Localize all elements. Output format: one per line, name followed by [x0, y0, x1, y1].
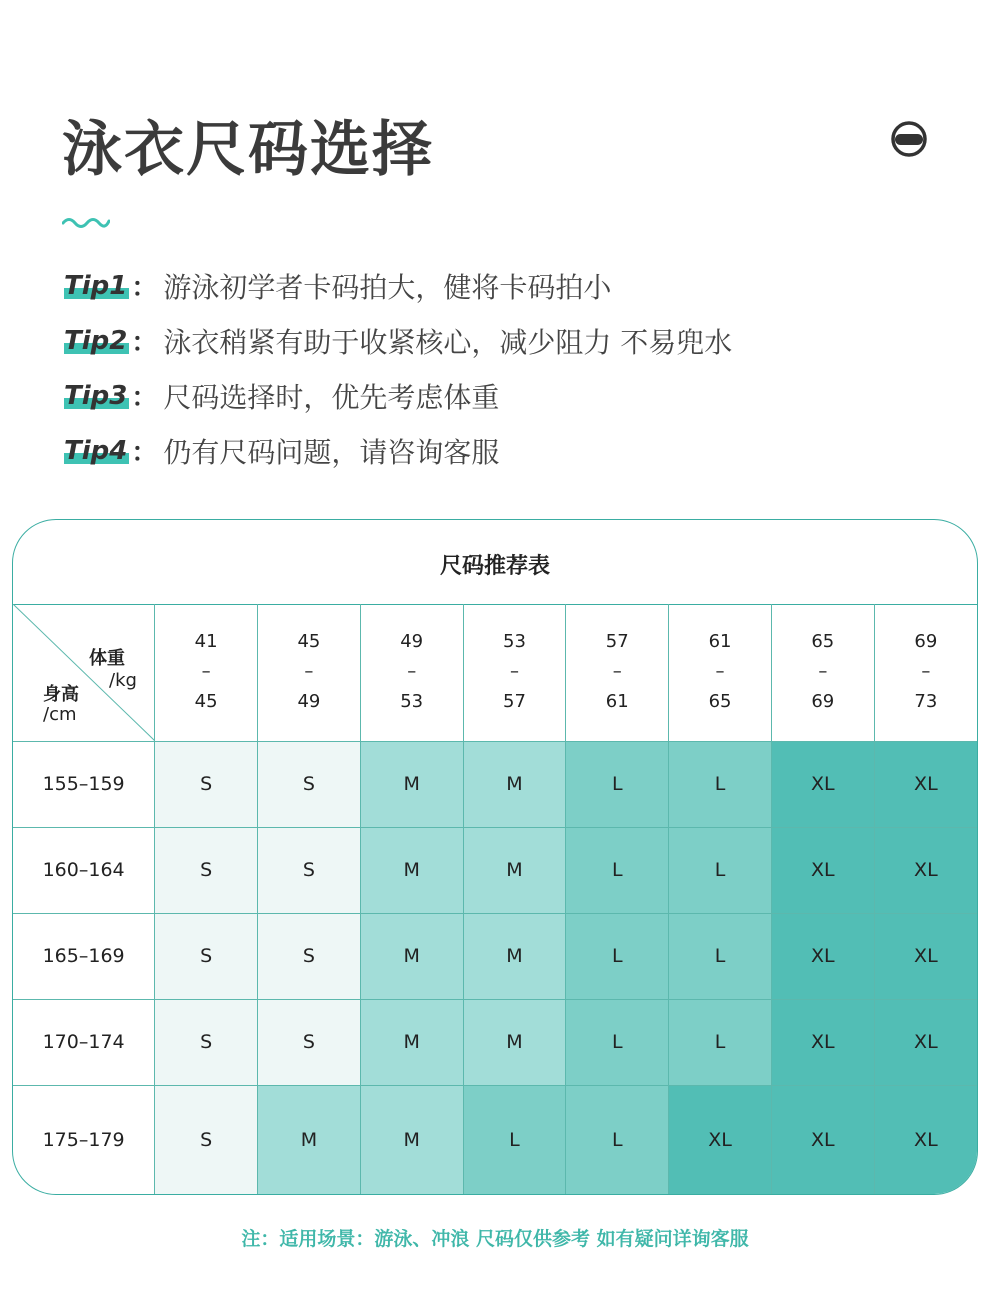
weight-from: 65 [811, 631, 835, 653]
table-row [13, 741, 977, 827]
size-cell: S [155, 741, 258, 827]
weight-range-header [463, 604, 566, 741]
weight-dash: – [509, 661, 519, 683]
weight-dash: – [818, 661, 828, 683]
tip-item [64, 423, 732, 478]
weight-from: 41 [194, 631, 218, 653]
weight-range-header [669, 604, 772, 741]
size-cell: L [566, 827, 669, 913]
size-chart-title: 尺码推荐表 [13, 520, 977, 605]
weight-to: 61 [605, 691, 629, 713]
size-cell: XL [669, 1085, 772, 1194]
weight-from: 57 [605, 631, 629, 653]
height-range-cell: 170–174 [13, 999, 155, 1085]
size-cell: S [155, 913, 258, 999]
tip-label-text: Tip2 [64, 325, 128, 356]
header-row [13, 604, 977, 741]
weight-from: 49 [400, 631, 424, 653]
corner-cell [13, 604, 155, 741]
size-cell: M [463, 741, 566, 827]
size-cell: L [566, 913, 669, 999]
table-row [13, 913, 977, 999]
size-cell: XL [771, 999, 874, 1085]
weight-range-header [155, 604, 258, 741]
tips-list [64, 258, 732, 478]
size-chart [12, 519, 978, 1195]
size-cell: S [155, 999, 258, 1085]
tip-label [64, 326, 127, 356]
size-cell: XL [771, 1085, 874, 1194]
weight-range-header [566, 604, 669, 741]
weight-dash: – [921, 661, 931, 683]
tip-label-text: Tip1 [64, 270, 128, 301]
page-title: 泳衣尺码选择 [62, 115, 434, 185]
wave-icon [62, 214, 110, 228]
size-cell: XL [874, 827, 977, 913]
tip-label [64, 271, 127, 301]
weight-from: 45 [297, 631, 321, 653]
size-cell: L [566, 741, 669, 827]
size-cell: XL [874, 913, 977, 999]
table-row [13, 827, 977, 913]
weight-range-header [874, 604, 977, 741]
size-cell: L [669, 913, 772, 999]
weight-range-header [360, 604, 463, 741]
weight-to: 73 [914, 691, 938, 713]
weight-to: 45 [194, 691, 218, 713]
weight-from: 61 [708, 631, 732, 653]
size-cell: L [566, 999, 669, 1085]
table-row [13, 1085, 977, 1194]
weight-to: 49 [297, 691, 321, 713]
weight-to: 65 [708, 691, 732, 713]
size-cell: S [258, 741, 361, 827]
size-cell: M [360, 1085, 463, 1194]
tip-label [64, 436, 127, 466]
size-cell: L [463, 1085, 566, 1194]
size-cell: XL [771, 741, 874, 827]
tip-text: 游泳初学者卡码拍大，健将卡码拍小 [163, 270, 612, 304]
weight-from: 69 [914, 631, 938, 653]
height-label: 身高 [43, 684, 79, 705]
table-row [13, 999, 977, 1085]
size-cell: M [463, 999, 566, 1085]
weight-to: 69 [811, 691, 835, 713]
size-cell: S [155, 827, 258, 913]
tip-label-text: Tip3 [64, 380, 128, 411]
size-cell: M [258, 1085, 361, 1194]
weight-to: 57 [503, 691, 526, 713]
size-cell: L [669, 827, 772, 913]
height-range-cell: 175–179 [13, 1085, 155, 1194]
tip-text: 仍有尺码问题，请咨询客服 [163, 435, 500, 469]
size-cell: M [360, 999, 463, 1085]
weight-dash: – [715, 661, 725, 683]
weight-dash: – [407, 661, 417, 683]
tip-text: 泳衣稍紧有助于收紧核心，减少阻力 不易兜水 [163, 325, 733, 359]
tip-label [64, 381, 127, 411]
tip-colon: ： [131, 273, 158, 303]
weight-dash: – [612, 661, 622, 683]
size-cell: S [258, 913, 361, 999]
size-cell: M [463, 827, 566, 913]
size-cell: M [463, 913, 566, 999]
size-cell: XL [771, 827, 874, 913]
tip-label-text: Tip4 [64, 435, 128, 466]
height-range-cell: 165–169 [13, 913, 155, 999]
tip-colon: ： [131, 438, 158, 468]
size-cell: XL [771, 913, 874, 999]
tip-colon: ： [131, 383, 158, 413]
goggles-icon [890, 120, 928, 158]
weight-label: 体重 [89, 648, 125, 669]
weight-range-header [771, 604, 874, 741]
size-cell: S [258, 999, 361, 1085]
size-cell: M [360, 913, 463, 999]
height-unit: /cm [43, 704, 77, 725]
weight-dash: – [201, 661, 211, 683]
size-cell: XL [874, 1085, 977, 1194]
weight-from: 53 [503, 631, 526, 653]
weight-range-header [258, 604, 361, 741]
size-cell: S [258, 827, 361, 913]
weight-to: 53 [400, 691, 424, 713]
tip-colon: ： [131, 328, 158, 358]
height-range-cell: 155–159 [13, 741, 155, 827]
height-range-cell: 160–164 [13, 827, 155, 913]
size-table [13, 604, 977, 1194]
tip-text: 尺码选择时，优先考虑体重 [163, 380, 500, 414]
usage-note: 注：适用场景：游泳、冲浪 尺码仅供参考 如有疑问详询客服 [241, 1228, 749, 1250]
weight-unit: /kg [109, 670, 137, 691]
tip-item [64, 313, 732, 368]
tip-item [64, 368, 732, 423]
size-cell: M [360, 827, 463, 913]
size-cell: L [566, 1085, 669, 1194]
size-cell: XL [874, 741, 977, 827]
size-cell: M [360, 741, 463, 827]
size-cell: S [155, 1085, 258, 1194]
weight-dash: – [304, 661, 314, 683]
tip-item [64, 258, 732, 313]
size-cell: L [669, 741, 772, 827]
size-cell: XL [874, 999, 977, 1085]
size-cell: L [669, 999, 772, 1085]
